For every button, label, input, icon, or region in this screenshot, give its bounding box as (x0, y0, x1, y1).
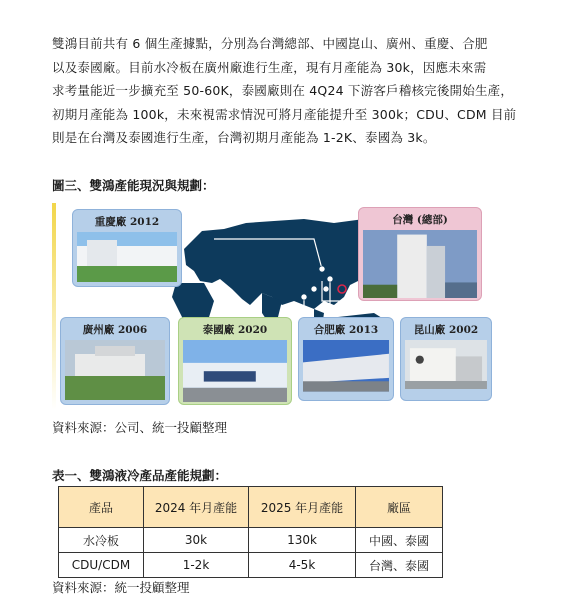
factory-photo (65, 340, 165, 400)
factory-photo (303, 340, 389, 392)
cell-product: 水冷板 (59, 528, 144, 553)
card-chongqing (72, 209, 182, 287)
table-title: 表一、雙鴻液冷產品產能規劃： (52, 468, 228, 483)
cell-2024: 30k (144, 528, 249, 553)
card-guangzhou (60, 317, 170, 405)
table-source: 資料來源：統一投顧整理 (52, 580, 190, 595)
cell-2024: 1-2k (144, 553, 249, 578)
figure-edge-decoration (52, 203, 56, 410)
header-site: 廠區 (356, 487, 443, 528)
figure-title: 圖三、雙鴻產能現況與規劃： (52, 178, 215, 193)
card-kunshan (400, 317, 492, 401)
card-hefei (298, 317, 394, 401)
card-thailand (178, 317, 292, 405)
cell-product: CDU/CDM (59, 553, 144, 578)
paragraph-line: 求考量能近一步擴充至 50-60K，泰國廠則在 4Q24 下游客戶稽核完後開始生產， (52, 83, 514, 99)
card-title: 台灣 (總部) (392, 214, 448, 226)
card-title: 重慶廠 2012 (94, 216, 160, 228)
card-title: 昆山廠 2002 (413, 324, 479, 336)
paragraph-line: 初期月產能為 100k，未來視需求情況可將月產能提升至 300k；CDU、CDM 目前 (52, 106, 517, 122)
paragraph-line: 以及泰國廠。目前水冷板在廣州廠進行生產，現有月產能為 30k，因應未來需 (52, 59, 487, 75)
header-2024: 2024 年月產能 (144, 487, 249, 528)
figure-source: 資料來源：公司、統一投顧整理 (52, 420, 228, 435)
table-row (59, 528, 443, 553)
capacity-table (58, 486, 443, 578)
factory-photo (183, 340, 287, 402)
cell-site: 中國、泰國 (356, 528, 443, 553)
cell-site: 台灣、泰國 (356, 553, 443, 578)
factory-photo (77, 232, 177, 282)
capacity-figure (52, 203, 500, 410)
header-2025: 2025 年月產能 (249, 487, 356, 528)
paragraph-line: 則是在台灣及泰國進行生產，台灣初期月產能為 1-2K、泰國為 3k。 (52, 130, 436, 146)
paragraph-line: 雙鴻目前共有 6 個生產據點，分別為台灣總部、中國崑山、廣州、重慶、合肥 (52, 36, 488, 51)
card-taiwan (358, 207, 482, 301)
table-row (59, 553, 443, 578)
factory-photo (405, 340, 487, 389)
card-title: 合肥廠 2013 (313, 324, 379, 336)
header-product: 產品 (59, 487, 144, 528)
intro-paragraph (52, 32, 522, 150)
card-title: 泰國廠 2020 (202, 324, 268, 336)
cell-2025: 4-5k (249, 553, 356, 578)
cell-2025: 130k (249, 528, 356, 553)
card-title: 廣州廠 2006 (82, 324, 148, 336)
table-header-row (59, 487, 443, 528)
hq-building-photo (363, 230, 477, 298)
